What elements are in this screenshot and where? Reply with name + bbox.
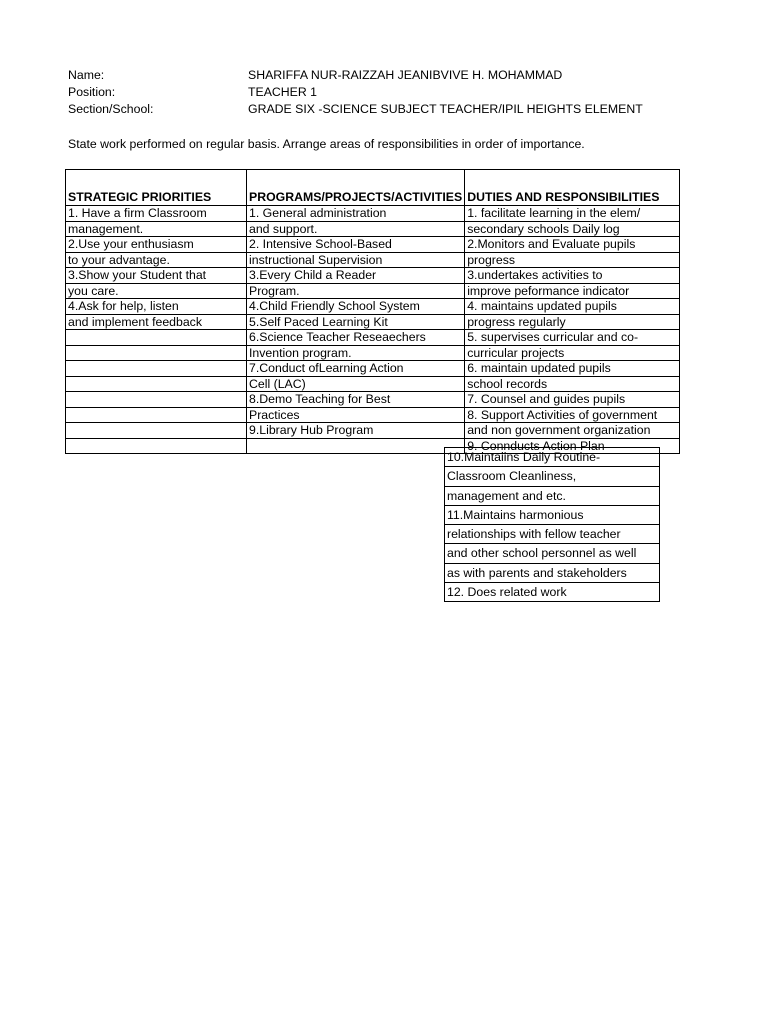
extra-duty-row <box>445 467 660 486</box>
program-cell: 3.Every Child a Reader <box>247 268 465 284</box>
program-cell: Practices <box>247 407 465 423</box>
strategic-priority-cell <box>66 392 247 408</box>
extra-duty-row <box>445 525 660 544</box>
program-cell: 5.Self Paced Learning Kit <box>247 314 465 330</box>
name-value: SHARIFFA NUR-RAIZZAH JEANIBVIVE H. MOHAMMAD <box>248 68 563 82</box>
duty-cell: 1. facilitate learning in the elem/ <box>465 206 680 222</box>
program-cell: instructional Supervision <box>247 252 465 268</box>
strategic-priority-cell: management. <box>66 221 247 237</box>
strategic-priority-cell: 3.Show your Student that <box>66 268 247 284</box>
extra-duty-row <box>445 486 660 505</box>
section-label: Section/School: <box>68 102 154 116</box>
duty-cell: as with parents and stakeholders <box>445 563 660 582</box>
table-row <box>66 376 680 392</box>
extra-duty-row <box>445 448 660 467</box>
extra-duties-table <box>444 447 660 602</box>
duty-cell: progress <box>465 252 680 268</box>
program-cell <box>247 438 465 454</box>
table-row <box>66 345 680 361</box>
table-row <box>66 268 680 284</box>
program-cell: Program. <box>247 283 465 299</box>
section-value: GRADE SIX -SCIENCE SUBJECT TEACHER/IPIL HEIGHTS ELEMENT <box>248 102 643 116</box>
position-value: TEACHER 1 <box>248 85 318 99</box>
program-cell: 9.Library Hub Program <box>247 423 465 439</box>
duty-cell: improve peformance indicator <box>465 283 680 299</box>
strategic-priority-cell: 1. Have a firm Classroom <box>66 206 247 222</box>
duty-cell: relationships with fellow teacher <box>445 525 660 544</box>
duty-cell: management and etc. <box>445 486 660 505</box>
program-cell: 8.Demo Teaching for Best <box>247 392 465 408</box>
program-cell: 6.Science Teacher Reseaechers <box>247 330 465 346</box>
duty-cell: 7. Counsel and guides pupils <box>465 392 680 408</box>
strategic-priority-cell: 2.Use your enthusiasm <box>66 237 247 253</box>
table-header-row <box>66 170 680 206</box>
strategic-priority-cell <box>66 361 247 377</box>
duty-cell: 3.undertakes activities to <box>465 268 680 284</box>
table-row <box>66 283 680 299</box>
duty-cell: Classroom Cleanliness, <box>445 467 660 486</box>
extra-duty-row <box>445 563 660 582</box>
duty-cell: school records <box>465 376 680 392</box>
program-cell: 2. Intensive School-Based <box>247 237 465 253</box>
duty-cell: 8. Support Activities of government <box>465 407 680 423</box>
program-cell: 7.Conduct ofLearning Action <box>247 361 465 377</box>
strategic-priority-cell <box>66 345 247 361</box>
duty-cell: 9. Connducts Action Plan <box>465 438 680 454</box>
instructions-text: State work performed on regular basis. Arrange areas of responsibilities in order of importance. <box>68 137 585 151</box>
strategic-priority-cell: you care. <box>66 283 247 299</box>
program-cell: Cell (LAC) <box>247 376 465 392</box>
table-row <box>66 423 680 439</box>
name-row <box>68 67 660 84</box>
header-duties-responsibilities: DUTIES AND RESPONSIBILITIES <box>465 170 680 206</box>
name-label: Name: <box>68 68 105 82</box>
table-row <box>66 237 680 253</box>
employee-info <box>68 67 660 118</box>
table-row <box>66 252 680 268</box>
duty-cell: 2.Monitors and Evaluate pupils <box>465 237 680 253</box>
table-row <box>66 314 680 330</box>
program-cell: and support. <box>247 221 465 237</box>
duty-cell: 4. maintains updated pupils <box>465 299 680 315</box>
strategic-priority-cell: to your advantage. <box>66 252 247 268</box>
program-cell: 1. General administration <box>247 206 465 222</box>
table-row <box>66 392 680 408</box>
table-row <box>66 299 680 315</box>
extra-duty-row <box>445 544 660 563</box>
position-row <box>68 84 660 101</box>
section-row <box>68 101 660 118</box>
duty-cell: 6. maintain updated pupils <box>465 361 680 377</box>
table-row <box>66 206 680 222</box>
header-programs-projects-activities: PROGRAMS/PROJECTS/ACTIVITIES <box>247 170 465 206</box>
position-label: Position: <box>68 85 116 99</box>
duty-cell: and non government organization <box>465 423 680 439</box>
strategic-priority-cell <box>66 330 247 346</box>
extra-duty-row <box>445 583 660 602</box>
duty-cell: progress regularly <box>465 314 680 330</box>
program-cell: 4.Child Friendly School System <box>247 299 465 315</box>
strategic-priority-cell <box>66 423 247 439</box>
duty-cell: 12. Does related work <box>445 583 660 602</box>
table-row <box>66 330 680 346</box>
duty-cell: 11.Maintains harmonious <box>445 505 660 524</box>
strategic-priority-cell <box>66 438 247 454</box>
strategic-priority-cell: 4.Ask for help, listen <box>66 299 247 315</box>
table-row <box>66 361 680 377</box>
table-row <box>66 221 680 237</box>
table-row <box>66 407 680 423</box>
duty-cell: secondary schools Daily log <box>465 221 680 237</box>
strategic-priority-cell <box>66 376 247 392</box>
duty-cell: and other school personnel as well <box>445 544 660 563</box>
strategic-priority-cell <box>66 407 247 423</box>
duty-cell: curricular projects <box>465 345 680 361</box>
responsibilities-table <box>65 169 680 454</box>
duty-cell: 5. supervises curricular and co- <box>465 330 680 346</box>
duty-cell: 10.Maintaiins Daily Routine- <box>445 448 660 467</box>
extra-duty-row <box>445 505 660 524</box>
header-strategic-priorities: STRATEGIC PRIORITIES <box>66 170 247 206</box>
program-cell: Invention program. <box>247 345 465 361</box>
strategic-priority-cell: and implement feedback <box>66 314 247 330</box>
